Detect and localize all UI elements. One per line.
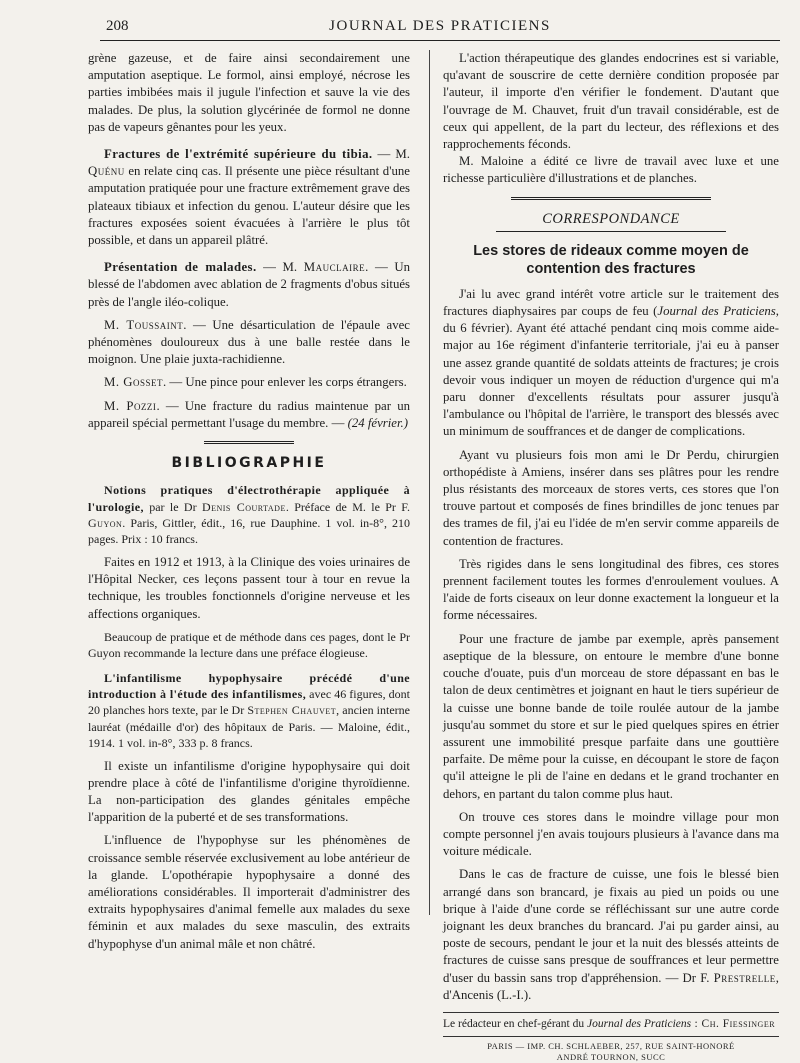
separator-rule: [511, 197, 711, 202]
right-column: [443, 50, 779, 1063]
paragraph: Pour une fracture de jambe par exemple, après pansement aseptique de la blessure, on entoure le membre d'une bonne couche d'ouate, puis d'un morceau de store dépassant en bas le talon de deux centimètres et joignant en haut le tiers supérieur de la cuisse une bonne bande de toile roulée autour de la jambe jusqu'au sommet du store et sur le pied quelques spires en étrier assurent une immobilité presque parfaite dans une gouttière parfaite. De même pour la cuisse, en découpant le store de façon qu'il atteigne le pli de l'aine en dedans et le grand trochanter en dehors, en partant du talon comme plus haut.: [443, 631, 779, 801]
person-name: Quénu: [88, 164, 125, 179]
printer-imprint: [443, 1041, 779, 1063]
author-name: Denis Courtade: [201, 499, 286, 514]
paragraph: Ayant vu plusieurs fois mon ami le Dr Perdu, chirurgien orthopédiste à Amiens, insérer dans ses plâtres pour les rendre plus résistants des morceaux de stores verts, ces stores que l'on trouve partout et composés de fines brindilles de jonc tenues par des trames de fil, j'ai eu l'idée de m'en servir comme appareils de contention de fractures.: [443, 447, 779, 548]
text: . — Une pince pour enlever les corps étrangers.: [163, 375, 407, 390]
running-header: [100, 16, 780, 41]
author-name: Guyon: [88, 516, 123, 531]
page-number: 208: [106, 18, 129, 34]
text: — M.: [372, 147, 410, 162]
text: . — Une fracture du radius maintenue par un appareil spécial permettant l'usage du membre. —: [88, 398, 410, 430]
paragraph: L'influence de l'hypophyse sur les phénomènes de croissance semble réservée exclusivement au lobe antérieur de la glande. L'opothérapie hypophysaire a donné des améliorations considérables. Il importerait d'administrer des extraits hypophysaires d'animal femelle aux malades du sexe féminin et aux malades du sexe masculin, des extraits d'hypophyse d'un animal mâle et non châtré.: [88, 833, 410, 951]
printer-line-2: ANDRÉ TOURNON, SUCC: [556, 1052, 666, 1063]
journal-title: JOURNAL DES PRATICIENS: [329, 18, 551, 34]
paragraph-fractures: [88, 146, 410, 249]
text: — M.: [256, 260, 304, 275]
person-name: M. Gosset: [104, 375, 164, 390]
text: avec 46 figures, dont 20 planches hors texte, par le Dr: [88, 686, 410, 718]
signature-name: Prestrelle: [713, 970, 776, 985]
journal-reference: Journal des Praticiens: [586, 1017, 692, 1030]
author-name: Stephen Chauvet: [247, 703, 337, 718]
subheading: Fractures de l'extrémité supérieure du tibia.: [104, 147, 373, 162]
left-column: [88, 50, 410, 953]
paragraph: M. Maloine a édité ce livre de travail avec luxe et une richesse particulière d'illustrations et de planches.: [443, 154, 779, 186]
book-entry-2: [88, 670, 410, 752]
section-title-correspondance: CORRESPONDANCE: [542, 210, 680, 227]
text: par le Dr: [143, 499, 202, 514]
person-name: M. Toussaint: [104, 317, 184, 332]
paragraph: [443, 286, 779, 441]
paragraph-gosset: [88, 374, 410, 391]
paragraph: grène gazeuse, et de faire ainsi secondairement une amputation aseptique. Le formol, ainsi employé, nécrose les parties imbibées mais il jugule l'infection et sauve la vie des malades. De plus, la solution glycérinée de formol ne donne pas de vapeurs gênantes pour les yeux.: [88, 51, 410, 134]
person-name: Mauclaire: [303, 260, 366, 275]
date: (24 février.): [347, 415, 408, 430]
paragraph-pozzi: [88, 398, 410, 432]
paragraph-presentation: [88, 259, 410, 311]
text: , ancien interne lauréat (médaille d'or) des hôpitaux de Paris. — Maloine, édit., 1914. 1 vol. in-8°, 333 p. 8 francs.: [88, 703, 410, 751]
text: , d'Ancenis (L.-I.).: [443, 970, 779, 1002]
separator-rule: [204, 441, 294, 446]
title-underline: [496, 231, 726, 232]
section-title-bibliographie: BIBLIOGRAPHIE: [171, 455, 327, 472]
book-entry-1: [88, 482, 410, 548]
text: . Préface de M. le Pr F.: [285, 499, 410, 514]
text: . — Une désarticulation de l'épaule avec phénomènes douloureux dus à une balle restée dans le moignon. Une plaie juxta-rachidienne.: [88, 317, 410, 367]
paragraph: Très rigides dans le sens longitudinal des fibres, ces stores prennent facilement toutes les formes d'enroulement voulues. A l'aide de forts ciseaux on leur donne exactement la longueur et la forme nécessaires.: [443, 556, 779, 623]
paragraph: Il existe un infantilisme d'origine hypophysaire qui doit prendre place à côté de l'infantilisme d'origine thyroïdienne. La non-participation des glandes génitales empêche l'apparition de la puberté et de ses transformations.: [88, 758, 410, 825]
book-title: Notions pratiques d'électrothérapie appliquée à l'urologie,: [88, 483, 410, 514]
paragraph: Faites en 1912 et 1913, à la Clinique des voies urinaires de l'Hôpital Necker, ces leçons passent tour à tour en revue la technique, les troubles fonctionnels d'origine nerveuse et les affections organiques.: [88, 554, 410, 621]
paragraph: Beaucoup de pratique et de méthode dans ces pages, dont le Pr Guyon recommande la lecture dans une préface élogieuse.: [88, 629, 410, 661]
text: Dans le cas de fracture de cuisse, une fois le blessé bien arrangé dans son brancard, je fixais au pied un poids ou une brique à l'aide d'une corde se réfléchissant sur une autre corde joignant les deux branches du brancard. J'ai pu garder ainsi, au poste de secours, pendant le jour et la nuit des blessés atteints de fractures de cuisse sans presque de souffrances et leur permettre d'user du bassin sans trop d'appréhension. — Dr F.: [443, 867, 779, 985]
journal-reference: Journal des Praticiens: [657, 304, 776, 319]
text: . — Un blessé de l'abdomen avec ablation de 2 fragments d'obus situés près de l'angle iléo-colique.: [88, 260, 410, 309]
column-divider: [429, 50, 430, 915]
text: . Paris, Gittler, édit., 16, rue Dauphine. 1 vol. in-8°, 210 pages. Prix : 10 francs.: [88, 516, 410, 547]
text: Le rédacteur en chef-gérant du: [443, 1017, 587, 1030]
editor-name: : Ch. Fiessinger: [691, 1017, 776, 1030]
paragraph-toussaint: [88, 317, 410, 369]
book-title: L'infantilisme hypophysaire précédé d'une introduction à l'étude des infantilismes,: [88, 670, 410, 701]
paragraph: L'action thérapeutique des glandes endocrines est si variable, qu'avant de souscrire de cette dernière condition proposée par l'auteur, il importe d'en vérifier le fondement. D'autant que l'ouvrage de M. Chauvet, fruit d'un travail considérable, est de ceux qui appellent, de la part du lecteur, des réflexions et des rapprochements féconds.: [443, 51, 779, 152]
article-title: Les stores de rideaux comme moyen de contention des fractures: [473, 242, 749, 277]
person-name: M. Pozzi: [104, 398, 157, 413]
text: J'ai lu avec grand intérêt votre article sur le traitement des fractures diaphysaires par coups de feu (: [443, 286, 779, 319]
paragraph: [443, 866, 779, 1004]
paragraph: On trouve ces stores dans le moindre village pour mon compte personnel j'en avais toujours plusieurs à l'avance dans ma voiture médicale.: [443, 809, 779, 859]
text: , du 6 février). Ayant été attaché pendant cinq mois comme aide-major au 16e régiment d'infanterie territoriale, j'ai eu à panser une assez grande quantité de soldats atteints de fractures; je crois devoir vous indiquer un moyen de réduction d'urgence qui m'a paru donner d'excellents résultats pour assurer jusqu'à l'ambulance ou l'hôpital de l'arrière, le transport des blessés avec un minimum de souffrances et de danger de complications.: [443, 304, 779, 439]
printer-line-1: PARIS — IMP. CH. SCHLAEBER, 257, RUE SAINT-HONORÉ: [487, 1041, 735, 1052]
text: en relate cinq cas. Il présente une pièce résultant d'une amputation pratiquée pour une fracture extrêmement grave des plateaux tibiaux et infection du genou. L'auteur désire que les fractures exposées soient évacuées à l'arrière le plus tôt possible, et dans un appareil plâtré.: [88, 164, 410, 248]
editor-line: [443, 1012, 779, 1037]
subheading: Présentation de malades.: [104, 260, 257, 275]
